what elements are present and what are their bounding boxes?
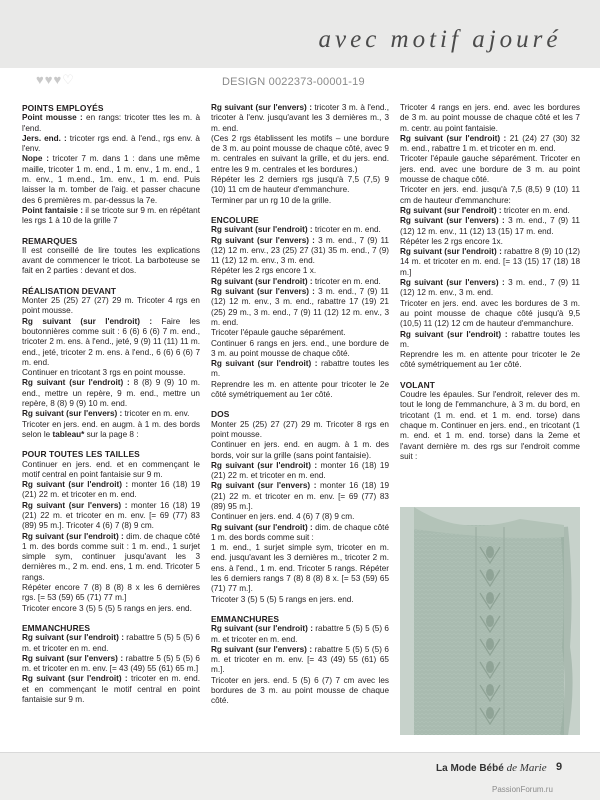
column-3 (400, 103, 580, 462)
section-heading: ENCOLURE (211, 214, 259, 225)
paragraph: Rg suivant (sur l'endroit) : rabattre 8 (9) 10 (12) 14 m. et tricoter en m. end. [= 13 (15) 17 (18) 18 m.] (400, 247, 580, 277)
section-heading: DOS (211, 409, 230, 420)
paragraph: Rg suivant (sur l'envers) : 3 m. end., 7 (9) 11 (12) 12 m. env., 11 (12) 13 (15) 17 m. end. (400, 216, 580, 236)
paragraph: Répéter encore 7 (8) 8 (8) 8 x les 6 dernières rgs. [= 53 (59) 65 (71) 77 m.] (22, 583, 200, 603)
section-heading: RÉALISATION DEVANT (22, 285, 117, 296)
paragraph: Rg suivant (sur l'endroit) : tricoter en m. end. (211, 225, 381, 235)
paragraph: Rg suivant (sur l'envers) : 3 m. end., 7 (9) 11 (12) 12 m. env., 3 m. end. (400, 278, 580, 298)
paragraph: Reprendre les m. en attente pour tricoter le 2e côté symétriquement au 1er côté. (400, 350, 580, 370)
paragraph: Tricoter l'épaule gauche séparément. (211, 328, 346, 338)
paragraph: Il est conseillé de lire toutes les explications avant de commencer le tricot. La barboteuse se fait en 2 parties : devant et dos. (22, 245, 200, 276)
paragraph: Tricoter 3 (5) 5 (5) 5 rangs en jers. end. (211, 594, 354, 604)
paragraph: (Ces 2 rgs établissent les motifs – une bordure de 3 m. au point mousse de chaque côté, avec 9 m. centrales en suivant la grille, et du jers. end. entre les 9 m. centrales et les bordures.) (211, 133, 389, 174)
paragraph: Rg suivant (sur l'envers) : rabattre 5 (5) 5 (5) 6 m. et tricoter en m. env. [= 43 (49) 55 (61) 65 m.]. (211, 644, 389, 675)
paragraph: Tricoter en jers. end. jusqu'à 7,5 (8,5) 9 (10) 11 cm de hauteur d'emmanchure: (400, 185, 580, 205)
paragraph: Continuer 6 rangs en jers. end., une bordure de 3 m. au point mousse de chaque côté. (211, 338, 389, 358)
paragraph: Rg suivant (sur l'endroit) : 21 (24) 27 (30) 32 m. end., rabattre 1 m. et tricoter en m. end. (400, 133, 580, 154)
paragraph: Continuer en jers. end. et en commençant le motif central en point fantaisie sur 9 m. (22, 459, 200, 479)
paragraph: Tricoter en jers. end. 5 (5) 6 (7) 7 cm avec les bordures de 3 m. au point mousse de chaque côté. (211, 675, 389, 706)
paragraph: Répéter les 2 rgs encore 1x. (400, 236, 503, 246)
section-heading: POUR TOUTES LES TAILLES (22, 449, 140, 460)
paragraph: Point fantaisie : il se tricote sur 9 m. en répétant les rgs 1 à 10 de la grille 7 (22, 205, 200, 226)
header-band (0, 0, 600, 68)
paragraph: Rg suivant (sur l'envers) : 3 m. end., 7 (9) 11 (12) 12 m. env., 23 (25) 27 (31) 35 m. end., 7 (9) 11 (12) 12 m. env., 3 m. end. (211, 235, 389, 266)
garment-illustration (400, 507, 580, 735)
paragraph: Continuer en jers. end. 4 (6) 7 (8) 9 cm. (211, 512, 355, 522)
paragraph: Continuer en tricotant 3 rgs en point mousse. (22, 368, 186, 378)
page-number: 9 (556, 761, 563, 773)
paragraph: Rg suivant (sur l'endroit) : rabattre 5 (5) 5 (5) 6 m. et tricoter en m. end. (211, 624, 389, 644)
paragraph: Rg suivant (sur l'envers) : monter 16 (18) 19 (21) 22 m. et tricoter en m. env. [= 69 (77) 83 (89) 95 m.]. (211, 481, 389, 511)
paragraph: Rg suivant (sur l'endroit) : rabattre toutes les m. (400, 329, 580, 349)
paragraph: Rg suivant (sur l'envers) : 3 m. end., 7 (9) 11 (12) 12 m. env., 3 m. end., rabattre 17 (19) 21 (25) 29 m., 3 m. end., 7 (9) 11 (12) 12 m. env., 3 m. end. (211, 287, 389, 327)
paragraph: Rg suivant (sur l'endroit) : 8 (8) 9 (9) 10 m. end., mettre un repère, 9 m. end., mettre un repère, 8 (8) 9 (9) 10 m. end. (22, 378, 200, 409)
paragraph: Rg suivant (sur l'endroit) : tricoter en m. end. et en commençant le motif central en point fantaisie sur 9 m. (22, 674, 200, 705)
column-1 (22, 103, 200, 705)
paragraph: Point mousse : en rangs: tricoter ttes les m. à l'end. (22, 113, 200, 133)
paragraph: Rg suivant (sur l'envers) : monter 16 (18) 19 (21) 22 m. et tricoter en m. env. [= 69 (77) 83 (89) 95 m.]. Tricoter 4 (6) 7 (8) 9 cm. (22, 500, 200, 531)
column-2 (211, 103, 389, 707)
watermark: PassionForum.ru (492, 785, 553, 794)
paragraph: Tricoter en jers. end. avec les bordures de 3 m. au point mousse de chaque côté jusqu'à 9,5 (10,5) 11 (12) 12 cm de hauteur d'emmanchure. (400, 298, 580, 329)
knitted-garment-photo (400, 507, 580, 735)
paragraph: Rg suivant (sur l'envers) : tricoter en m. env. (22, 409, 190, 419)
paragraph: Monter 25 (25) 27 (27) 29 m. Tricoter 4 rgs en point mousse. (22, 296, 200, 316)
page-title: avec motif ajouré (318, 26, 562, 53)
paragraph: Rg suivant (sur l'endroit) : tricoter en m. end. (211, 276, 381, 286)
paragraph: Répéter les 2 derniers rgs jusqu'à 7,5 (7,5) 9 (10) 11 cm de hauteur d'emmanchure. (211, 175, 389, 195)
paragraph: Rg suivant (sur l'endroit) : Faire les boutonnières comme suit : 6 (6) 6 (6) 7 m. end., tricoter 2 m. ens. à l'end., jeté, 9 (9) 11 (11) 11 m. end., jeté, tricoter 2 m. ens. à l'end., 6 (6) 6 (6) 7 m. end. (22, 316, 200, 367)
paragraph: Tricoter en jers. end. en augm. à 1 m. des bords selon le tableau* sur la page 8 : (22, 419, 200, 439)
paragraph: Répéter les 2 rgs encore 1 x. (211, 266, 317, 276)
section-heading: VOLANT (400, 379, 436, 390)
paragraph: Nope : tricoter 7 m. dans 1 : dans une même maille, tricoter 1 m. end., 1 m. env., 1 m. end., 1 m. env., 1 m.end., 1m. env., 1 m. end. Puis laisser la m. tomber de l'aig. et passer chacune des 6 premières m. par-dessus la 7e. (22, 154, 200, 205)
paragraph: Tricoter l'épaule gauche séparément. Tricoter en jers. end. avec une bordure de 3 m. au point mousse de chaque côté. (400, 154, 580, 185)
paragraph: Rg suivant (sur l'endroit) : rabattre toutes les m. (211, 359, 389, 379)
paragraph: Coudre les épaules. Sur l'endroit, relever des m. tout le long de l'emmanchure, à 3 m. du bord, en tricotant (1 m. end. et 1 m. end. torse) dans chaque m. Continuer en jers. end., en tricotant (1 m. end. et 1 m. end. torse) dans la 2eme et l'avant dernière m. des rgs sur l'endroit comme suit : (400, 390, 580, 461)
paragraph: Rg suivant (sur l'endroit) : monter 16 (18) 19 (21) 22 m. et tricoter en m. end. (211, 460, 389, 481)
paragraph: Rg suivant (sur l'endroit) : monter 16 (18) 19 (21) 22 m. et tricoter en m. end. (22, 480, 200, 500)
section-heading: EMMANCHURES (211, 613, 280, 624)
design-code: DESIGN 0022373-00001-19 (222, 76, 365, 88)
paragraph: Rg suivant (sur l'envers) : rabattre 5 (5) 5 (5) 6 m. et tricoter en m. env. [= 43 (49) 55 (61) 65 m.] (22, 653, 200, 674)
paragraph: Rg suivant (sur l'endroit) : dim. de chaque côté 1 m. des bords comme suit : (211, 522, 389, 542)
paragraph: Rg suivant (sur l'endroit) : dim. de chaque côté 1 m. des bords comme suit : 1 m. end., 1 surjet simple sym, continuer jusqu'avant les 3 dernières m., 2 m. end. ens, 1 m. end. Tricoter 5 rangs. (22, 531, 200, 582)
paragraph: Jers. end. : tricoter rgs end. à l'end., rgs env. à l'env. (22, 133, 200, 154)
paragraph: Monter 25 (25) 27 (27) 29 m. Tricoter 8 rgs en point mousse. (211, 419, 389, 439)
paragraph: Reprendre les m. en attente pour tricoter le 2e côté symétriquement au 1er côté. (211, 379, 389, 400)
paragraph: Tricoter encore 3 (5) 5 (5) 5 rangs en jers. end. (22, 603, 192, 613)
section-heading: REMARQUES (22, 235, 78, 246)
paragraph: Rg suivant (sur l'endroit) : rabattre 5 (5) 5 (5) 6 m. et tricoter en m. end. (22, 633, 200, 653)
paragraph: Rg suivant (sur l'envers) : tricoter 3 m. à l'end., tricoter à l'env. jusqu'avant les 3 dernières m., 3 m. end. (211, 103, 389, 133)
paragraph: Continuer en jers. end. en augm. à 1 m. des bords, voir sur la grille (sans point fantaisie). (211, 440, 389, 460)
section-heading: EMMANCHURES (22, 622, 91, 633)
section-heading: POINTS EMPLOYÉS (22, 103, 104, 113)
paragraph: Tricoter 4 rangs en jers. end. avec les bordures de 3 m. au point mousse de chaque côté et les 7 m. centr. au point fantaisie. (400, 103, 580, 133)
paragraph: Rg suivant (sur l'endroit) : tricoter en m. end. (400, 205, 570, 215)
magazine-name: La Mode Bébé de Marie (436, 762, 547, 774)
hearts-icon: ♥♥♥♡ (36, 72, 75, 87)
paragraph: 1 m. end., 1 surjet simple sym, tricoter en m. end. jusqu'avant les 3 dernières m., tricoter 2 m. ens. à l'end., 1 m. end. Tricoter 5 rangs. Répéter les 6 derniers rangs 7 (8) 8 (8) 8 x. [= 53 (59) 65 (71) 77 m.]. (211, 543, 389, 594)
paragraph: Terminer par un rg 10 de la grille. (211, 195, 332, 205)
